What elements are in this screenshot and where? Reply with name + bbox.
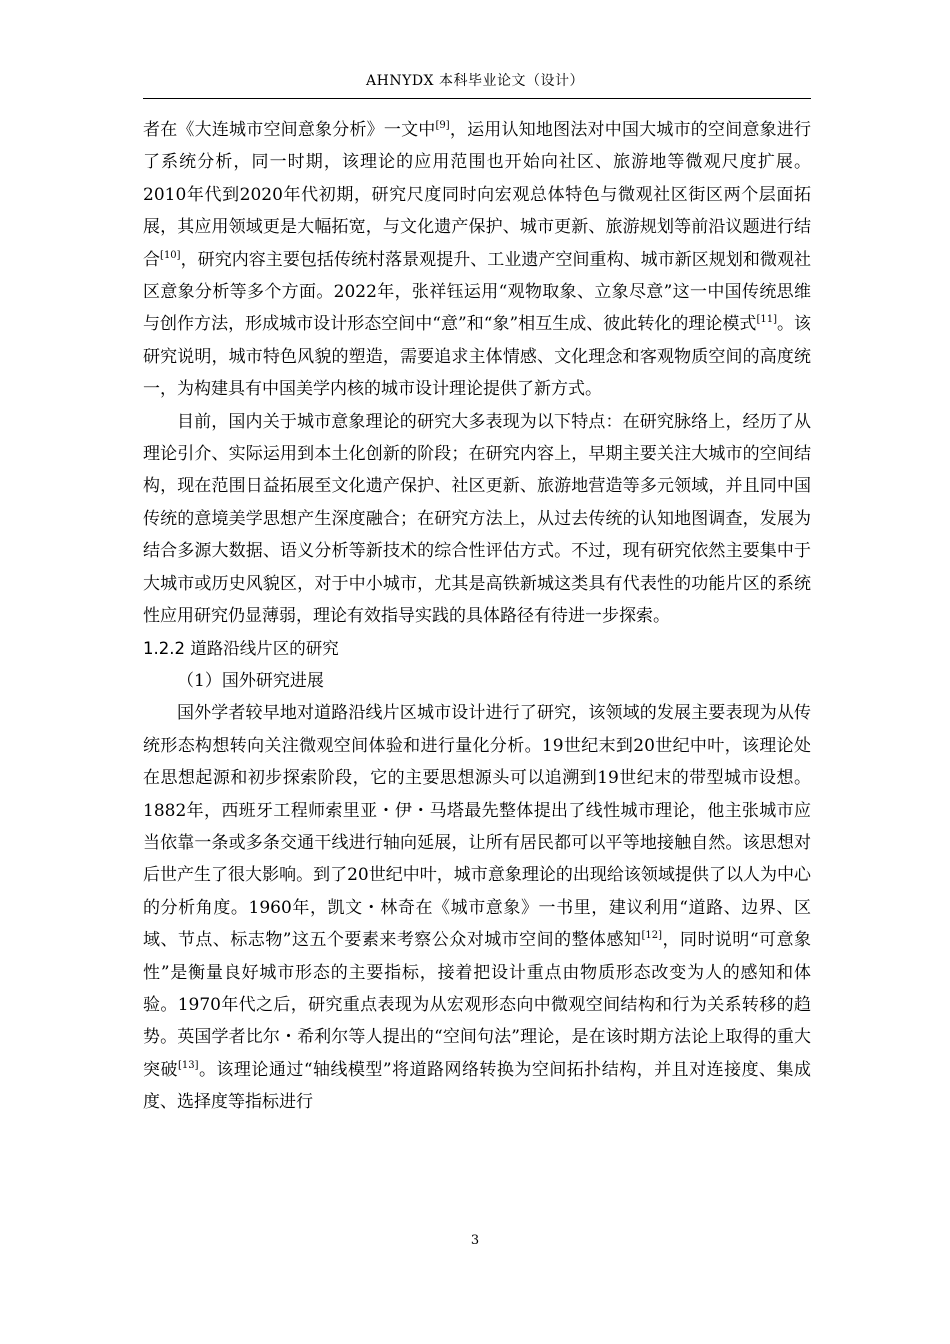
- section-heading: 1.2.2 道路沿线片区的研究: [143, 638, 339, 658]
- citation-ref: [11]: [756, 314, 777, 326]
- citation-ref: [12]: [641, 930, 663, 942]
- body-text: [143, 114, 811, 1119]
- text-run: ，同时说明“可意象性”是衡量良好城市形态的主要指标，接着把设计重点由物质形态改变为人的感知和体验。1970年代之后，研究重点表现为从宏观形态向中微观空间结构和行为关系转移的趋势。英国学者比尔・希利尔等人提出的“空间句法”理论，是在该时期方法论上取得的重大突破: [143, 930, 811, 1080]
- header-rule: [143, 98, 811, 99]
- text-run: 者在《大连城市空间意象分析》一文中: [143, 120, 436, 140]
- text-run: 。该研究说明，城市特色风貌的塑造，需要追求主体情感、文化理念和客观物质空间的高度统一，为构建具有中国美学内核的城市设计理论提供了新方式。: [143, 314, 812, 400]
- text-run: 国外学者较早地对道路沿线片区城市设计进行了研究，该领域的发展主要表现为从传统形态构想转向关注微观空间体验和进行量化分析。19世纪末到20世纪中叶，该理论处在思想起源和初步探索阶段，它的主要思想源头可以追溯到19世纪末的带型城市设想。1882年，西班牙工程师索里亚・伊・马塔最先整体提出了线性城市理论，他主张城市应当依靠一条或多条交通干线进行轴向延展，让所有居民都可以平等地接触自然。该思想对后世产生了很大影响。到了20世纪中叶，城市意象理论的出现给该领域提供了以人为中心的分析角度。1960年，凯文・林奇在《城市意象》一书里，建议利用“道路、边界、区域、节点、标志物”这五个要素来考察公众对城市空间的整体感知: [143, 703, 811, 951]
- text-run: ，研究内容主要包括传统村落景观提升、工业遗产空间重构、城市新区规划和微观社区意象分析等多个方面。2022年，张祥钰运用“观物取象、立象尽意”这一中国传统思维与创作方法，形成城市设计形态空间中“意”和“象”相互生成、彼此转化的理论模式: [143, 249, 812, 335]
- paragraph-foreign-research: [143, 697, 811, 1118]
- page-number: 3: [470, 1233, 480, 1248]
- citation-ref: [13]: [177, 1059, 199, 1071]
- citation-ref: [9]: [435, 120, 450, 131]
- paragraph-summary: 目前，国内关于城市意象理论的研究大多表现为以下特点：在研究脉络上，经历了从理论引介、实际运用到本土化创新的阶段；在研究内容上，早期主要关注大城市的空间结构，现在范围日益拓展至文化遗产保护、社区更新、旅游地营造等多元领域，并且同中国传统的意境美学思想产生深度融合；在研究方法上，从过去传统的认知地图调查，发展为结合多源大数据、语义分析等新技术的综合性评估方式。不过，现有研究依然主要集中于大城市或历史风貌区，对于中小城市，尤其是高铁新城这类具有代表性的功能片区的系统性应用研究仍显薄弱，理论有效指导实践的具体路径有待进一步探索。: [143, 411, 811, 627]
- text-run: 。该理论通过“轴线模型”将道路网络转换为空间拓扑结构，并且对连接度、集成度、选择度等指标进行: [143, 1059, 811, 1113]
- text-run: ，运用认知地图法对中国大城市的空间意象进行了系统分析，同一时期，该理论的应用范围也开始向社区、旅游地等微观尺度扩展。2010年代到2020年代初期，研究尺度同时向宏观总体特色与微观社区街区两个层面拓展，其应用领域更是大幅拓宽，与文化遗产保护、城市更新、旅游规划等前沿议题进行结合: [143, 120, 812, 270]
- citation-ref: [10]: [160, 249, 181, 261]
- page-header: AHNYDX 本科毕业论文（设计）: [366, 73, 584, 89]
- subsection-heading: （1）国外研究进展: [177, 670, 324, 691]
- paragraph-continued: [143, 114, 811, 406]
